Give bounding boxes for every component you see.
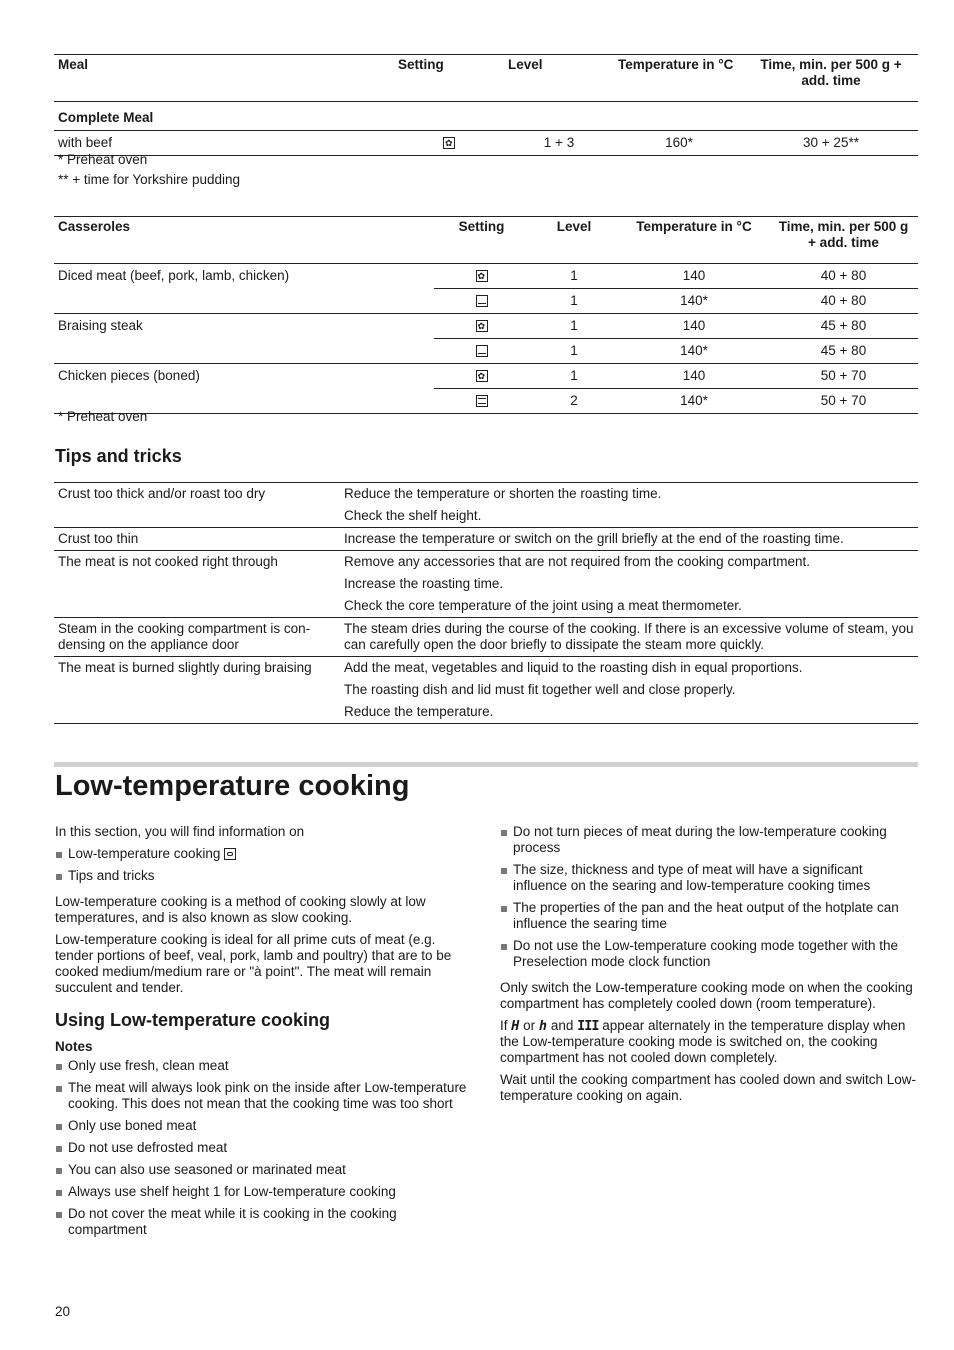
section-title: Low-temperature cooking xyxy=(55,770,410,802)
note-item: Always use shelf height 1 for Low-temperature cooking xyxy=(55,1184,473,1200)
tips-remedy-line: The steam dries during the course of the cooking. If there is an excessive volume of steam, you can carefully open the door briefly to dissipate the steam more quickly. xyxy=(344,621,914,652)
tips-remedy-line: Increase the roasting time. xyxy=(344,576,504,591)
casserole-level: 2 xyxy=(529,389,619,414)
footnote: ** + time for Yorkshire pudding xyxy=(58,172,240,187)
casserole-level: 1 xyxy=(529,264,619,289)
tips-remedy-line: Check the shelf height. xyxy=(344,508,482,523)
tips-problem: Crust too thick and/or roast too dry xyxy=(58,486,266,501)
casserole-level: 1 xyxy=(529,364,619,389)
col-temp: Temperature in °C xyxy=(619,217,769,264)
col-temp: Temperature in °C xyxy=(614,55,744,102)
tips-problem: The meat is burned slightly during braising xyxy=(54,657,340,724)
fan-grill-icon xyxy=(476,320,488,332)
casserole-name xyxy=(54,339,434,364)
tips-remedy xyxy=(340,528,918,551)
notes-title: Notes xyxy=(55,1039,93,1054)
casserole-name xyxy=(54,289,434,314)
table-row xyxy=(54,389,918,414)
col-casseroles: Casseroles xyxy=(54,217,434,264)
casserole-temp: 140 xyxy=(619,364,769,389)
tips-remedy xyxy=(340,551,918,618)
left-column xyxy=(55,824,473,1244)
notes-list-right xyxy=(500,824,916,970)
casserole-temp: 140* xyxy=(619,389,769,414)
col-level: Level xyxy=(504,55,614,102)
meal-temp: 160* xyxy=(614,131,744,156)
casserole-footnote: * Preheat oven xyxy=(58,409,148,424)
tips-table xyxy=(54,482,918,724)
col-setting: Setting xyxy=(394,55,504,102)
note-item: Only use fresh, clean meat xyxy=(55,1058,473,1074)
casserole-time: 50 + 70 xyxy=(769,389,918,414)
casserole-name: Braising steak xyxy=(58,318,143,334)
meal-table xyxy=(54,54,918,156)
meal-group-label: Complete Meal xyxy=(54,102,918,131)
tips-problem: Crust too thin xyxy=(54,528,340,551)
casserole-temp: 140 xyxy=(619,314,769,339)
toc-item[interactable]: Low-temperature cooking xyxy=(55,846,473,862)
meal-time: 30 + 25** xyxy=(744,131,918,156)
note-item: Do not use defrosted meat xyxy=(55,1140,473,1156)
note-item: The size, thickness and type of meat will have a significant influence on the searing and low-temperature cooking times xyxy=(500,862,916,894)
tips-remedy-line: Reduce the temperature. xyxy=(344,704,494,719)
tips-remedy-line: Add the meat, vegetables and liquid to the roasting dish in equal proportions. xyxy=(344,660,803,675)
meal-table-header xyxy=(54,55,918,102)
display-symbol-bars: III xyxy=(577,1018,599,1034)
intro-text: In this section, you will find information on xyxy=(55,824,305,839)
tips-remedy-line: Increase the temperature or switch on the grill briefly at the end of the roasting time. xyxy=(344,531,844,546)
right-column xyxy=(500,824,916,1110)
tips-row xyxy=(54,551,918,618)
bottom-heat-icon xyxy=(476,345,488,357)
display-symbol-h-lower: h xyxy=(538,1018,548,1034)
casserole-time: 40 + 80 xyxy=(769,264,918,289)
tips-row xyxy=(54,528,918,551)
casserole-time: 45 + 80 xyxy=(769,339,918,364)
tips-remedy-line: The roasting dish and lid must fit together well and close properly. xyxy=(344,682,736,697)
toc-item[interactable]: Tips and tricks xyxy=(55,868,473,884)
tips-title: Tips and tricks xyxy=(55,446,182,466)
note-item: The properties of the pan and the heat output of the hotplate can influence the searing time xyxy=(500,900,916,932)
casserole-temp: 140* xyxy=(619,339,769,364)
table-row xyxy=(54,314,918,339)
low-temperature-icon xyxy=(224,848,236,860)
fan-grill-icon xyxy=(476,370,488,382)
paragraph-display-symbols: If H or h and III appear alternately in the temperature display when the Low-temperature cooking mode is switched on, the cooking compartment has not cooled down completely. xyxy=(500,1018,906,1065)
casserole-name: Chicken pieces (boned) xyxy=(58,368,200,384)
note-item: Only use boned meat xyxy=(55,1118,473,1134)
tips-row xyxy=(54,618,918,657)
paragraph: Low-temperature cooking is a method of cooking slowly at low temperatures, and is also known as slow cooking. xyxy=(55,894,426,925)
note-item: You can also use seasoned or marinated meat xyxy=(55,1162,473,1178)
footnote: * Preheat oven xyxy=(58,152,148,167)
casserole-time: 50 + 70 xyxy=(769,364,918,389)
tips-remedy xyxy=(340,483,918,528)
top-bottom-heat-icon xyxy=(476,395,488,407)
fan-grill-icon xyxy=(476,270,488,282)
table-row xyxy=(54,264,918,289)
table-row xyxy=(54,364,918,389)
casserole-level: 1 xyxy=(529,289,619,314)
fan-grill-icon xyxy=(443,137,455,149)
using-title: Using Low-temperature cooking xyxy=(55,1010,331,1030)
casserole-temp: 140 xyxy=(619,264,769,289)
note-item: Do not turn pieces of meat during the low-temperature cooking process xyxy=(500,824,916,856)
casserole-name: Diced meat (beef, pork, lamb, chicken) xyxy=(58,268,290,284)
notes-list-left xyxy=(55,1058,473,1238)
col-time: Time, min. per 500 g + add. time xyxy=(744,55,918,102)
table-row xyxy=(54,339,918,364)
bottom-heat-icon xyxy=(476,295,488,307)
casserole-level: 1 xyxy=(529,339,619,364)
paragraph: Only switch the Low-temperature cooking mode on when the cooking compartment has completely cooled down (room temperature). xyxy=(500,980,913,1011)
casserole-table-header xyxy=(54,217,918,264)
tips-problem: The meat is not cooked right through xyxy=(54,551,340,618)
tips-row xyxy=(54,657,918,724)
casserole-time: 45 + 80 xyxy=(769,314,918,339)
casserole-level: 1 xyxy=(529,314,619,339)
note-item: Do not cover the meat while it is cooking in the cooking compartment xyxy=(55,1206,473,1238)
col-level: Level xyxy=(529,217,619,264)
col-setting: Setting xyxy=(434,217,529,264)
meal-footnotes xyxy=(58,152,240,188)
tips-remedy xyxy=(340,618,918,657)
casserole-time: 40 + 80 xyxy=(769,289,918,314)
tips-remedy-line: Check the core temperature of the joint using a meat thermometer. xyxy=(344,598,742,613)
casserole-table xyxy=(54,216,918,414)
tips-problem: Steam in the cooking compartment is con-densing on the appliance door xyxy=(54,618,340,657)
tips-remedy xyxy=(340,657,918,724)
meal-name: with beef xyxy=(54,131,394,156)
table-row xyxy=(54,289,918,314)
page-number: 20 xyxy=(55,1304,71,1319)
col-meal: Meal xyxy=(54,55,394,102)
tips-row xyxy=(54,483,918,528)
tips-remedy-line: Remove any accessories that are not required from the cooking compartment. xyxy=(344,554,810,569)
paragraph: Wait until the cooking compartment has cooled down and switch Low-temperature cooking on again. xyxy=(500,1072,916,1103)
display-symbol-h-upper: H xyxy=(511,1018,520,1034)
col-time: Time, min. per 500 g + add. time xyxy=(769,217,918,264)
tips-remedy-line: Reduce the temperature or shorten the roasting time. xyxy=(344,486,662,501)
meal-level: 1 + 3 xyxy=(504,131,614,156)
toc-list xyxy=(55,846,473,884)
meal-group-row xyxy=(54,102,918,131)
paragraph: Low-temperature cooking is ideal for all prime cuts of meat (e.g. tender portions of beef, veal, pork, lamb and poultry) that are to be cooked medium/medium rare or "à point". The meat will remain succulent and tender. xyxy=(55,932,452,995)
note-item: Do not use the Low-temperature cooking mode together with the Preselection mode clock function xyxy=(500,938,916,970)
section-divider xyxy=(54,762,918,767)
casserole-temp: 140* xyxy=(619,289,769,314)
note-item: The meat will always look pink on the inside after Low-temperature cooking. This does not mean that the cooking time was too short xyxy=(55,1080,473,1112)
